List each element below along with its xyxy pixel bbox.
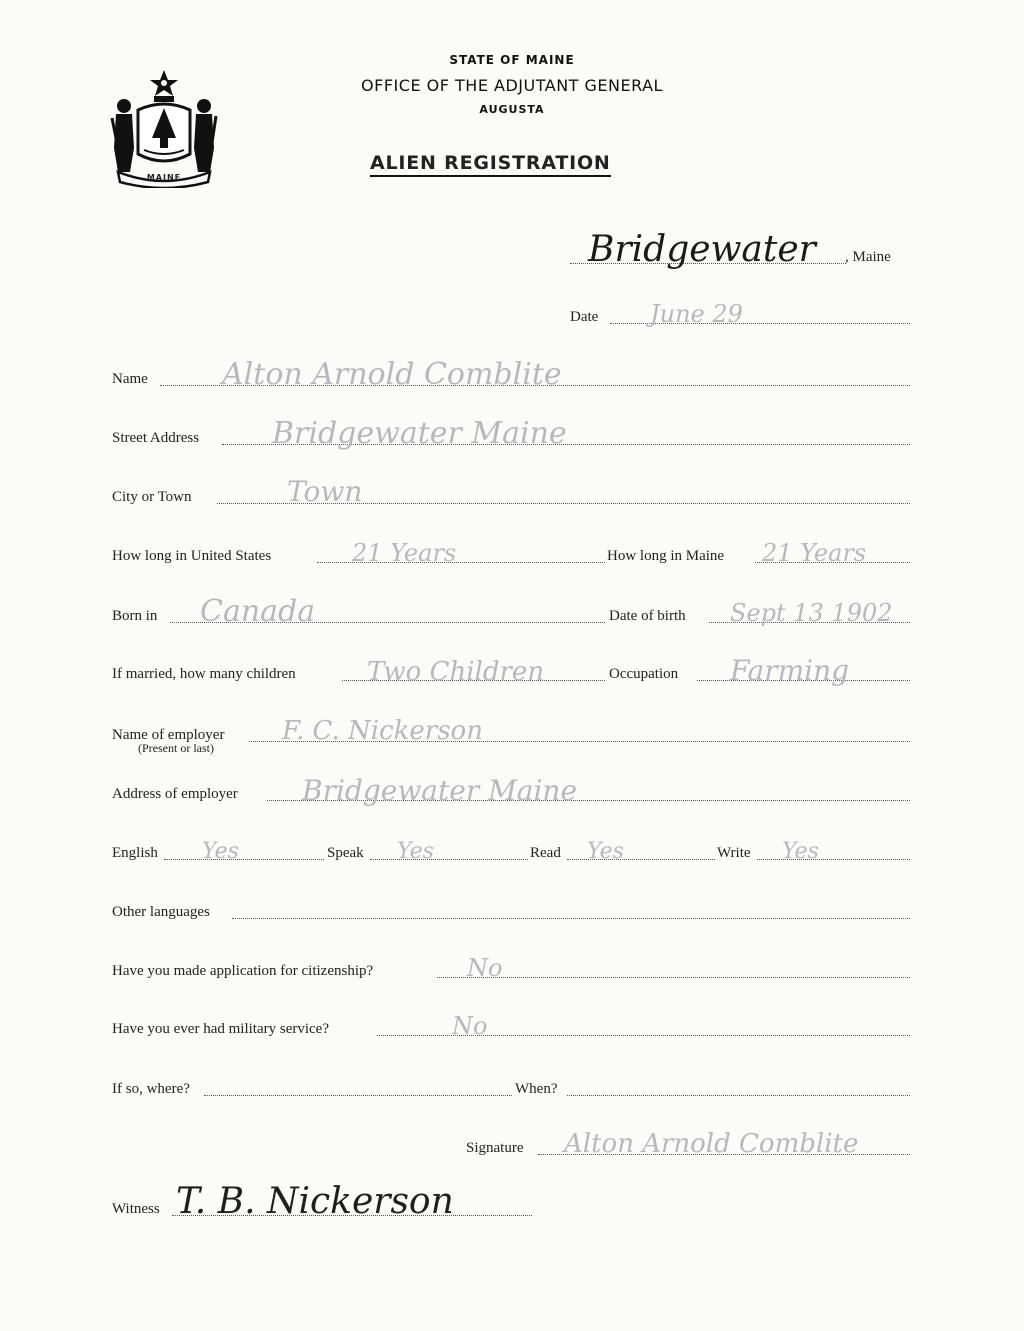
how-long-maine-value[interactable]: 21 Years	[762, 539, 867, 567]
other-languages-line: Other languages	[112, 899, 910, 923]
signature-value[interactable]: Alton Arnold Comblite	[564, 1129, 859, 1159]
city-line: City or Town Town	[112, 484, 910, 508]
form-title: ALIEN REGISTRATION	[370, 152, 611, 177]
witness-value[interactable]: T. B. Nickerson	[176, 1181, 454, 1222]
where-when-line: If so, where? When?	[112, 1076, 910, 1100]
town-value[interactable]: Bridgewater	[588, 229, 816, 270]
english-value[interactable]: Yes	[202, 839, 239, 864]
employer-address-value[interactable]: Bridgewater Maine	[302, 774, 578, 807]
how-long-us-value[interactable]: 21 Years	[352, 539, 457, 567]
header-city: AUGUSTA	[479, 103, 545, 116]
signature-line: Signature Alton Arnold Comblite	[466, 1135, 910, 1159]
date-line: Date June 29	[570, 304, 910, 328]
name-line: Name Alton Arnold Comblite	[112, 366, 910, 390]
military-value[interactable]: No	[452, 1012, 488, 1040]
read-value[interactable]: Yes	[587, 839, 624, 864]
employer-line: Name of employer F. C. Nickerson	[112, 722, 910, 746]
languages-line: English Yes Speak Yes Read Yes Write Yes	[112, 840, 910, 864]
header-state: STATE OF MAINE	[449, 53, 575, 67]
date-value[interactable]: June 29	[650, 300, 743, 328]
employer-address-line: Address of employer Bridgewater Maine	[112, 781, 910, 805]
maine-label: , Maine	[845, 249, 891, 265]
city-value[interactable]: Town	[287, 475, 363, 508]
employer-note: (Present or last)	[138, 741, 214, 755]
military-line: Have you ever had military service? No	[112, 1016, 910, 1040]
witness-line: Witness T. B. Nickerson	[112, 1196, 552, 1220]
seal-banner-text: MAINE	[146, 173, 182, 182]
residence-line: How long in United States 21 Years How long in Maine 21 Years	[112, 543, 910, 567]
born-in-value[interactable]: Canada	[200, 594, 316, 629]
employer-value[interactable]: F. C. Nickerson	[282, 716, 483, 746]
street-line: Street Address Bridgewater Maine	[112, 425, 910, 449]
name-value[interactable]: Alton Arnold Comblite	[222, 357, 562, 392]
citizenship-value[interactable]: No	[467, 954, 503, 982]
children-value[interactable]: Two Children	[367, 657, 545, 687]
town-line	[560, 229, 910, 270]
dob-value[interactable]: Sept 13 1902	[730, 599, 893, 627]
occupation-value[interactable]: Farming	[730, 654, 850, 687]
family-line: If married, how many children Two Children Occupation Farming	[112, 661, 910, 685]
header-office: OFFICE OF THE ADJUTANT GENERAL	[361, 76, 663, 95]
speak-value[interactable]: Yes	[397, 839, 434, 864]
write-value[interactable]: Yes	[782, 839, 819, 864]
street-value[interactable]: Bridgewater Maine	[272, 416, 567, 451]
birth-line: Born in Canada Date of birth Sept 13 1902	[112, 603, 910, 627]
citizenship-line: Have you made application for citizenship? No	[112, 958, 910, 982]
